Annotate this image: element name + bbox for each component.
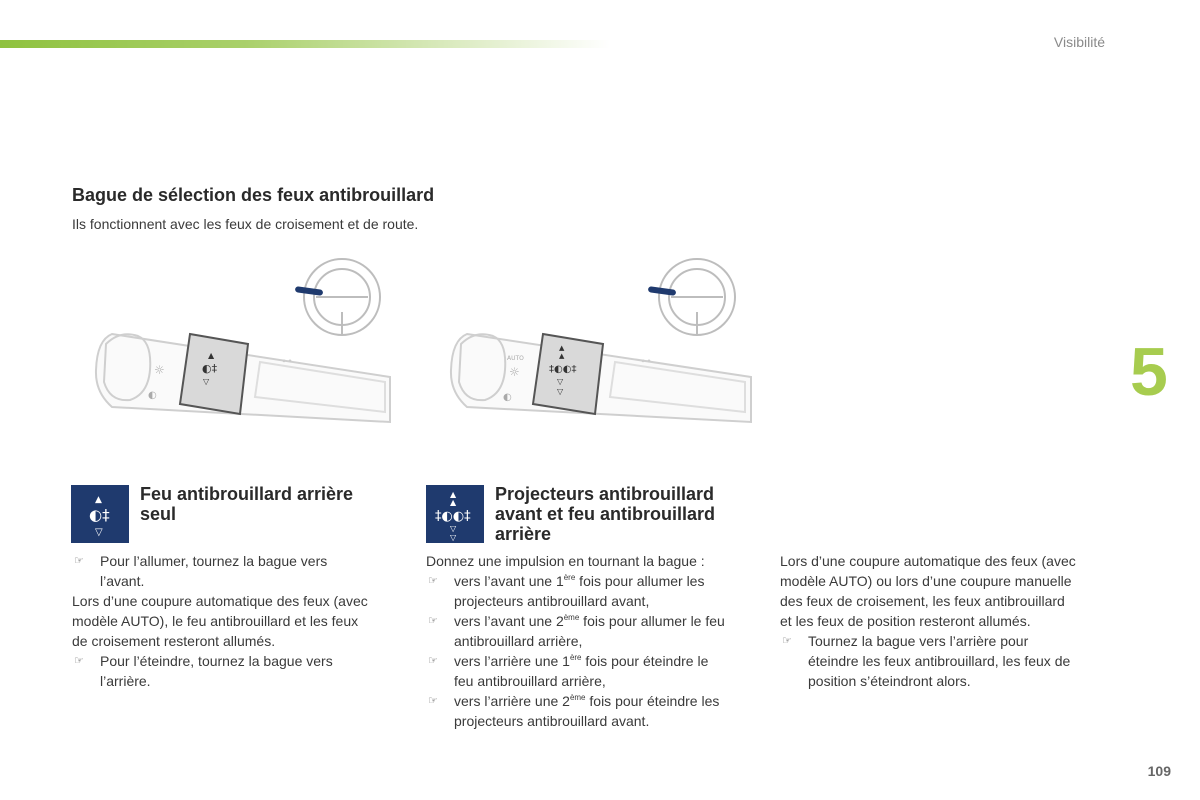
svg-text:▲: ▲ <box>208 351 215 360</box>
front-rear-fog-intro: Donnez une impulsion en tournant la bague : <box>426 553 705 569</box>
svg-text:▲: ▲ <box>559 344 565 352</box>
rear-fog-light-icon <box>71 485 129 543</box>
list-item: ☞ Pour l’éteindre, tournez la bague vers l’arrière. <box>74 653 333 689</box>
list-item: ☞ vers l’avant une 2ème fois pour allumer le feu antibrouillard arrière, <box>428 613 725 649</box>
svg-text:◐‡: ◐‡ <box>89 506 110 524</box>
svg-text:⊶: ⊶ <box>641 356 651 367</box>
stalk-front-rear-fog-drawing <box>445 252 755 427</box>
svg-text:▲: ▲ <box>95 495 102 505</box>
main-title: Bague de sélection des feux antibrouillard <box>72 185 435 205</box>
steering-wheel-icon <box>304 259 380 336</box>
section-label: Visibilité <box>1053 34 1105 50</box>
svg-text:◐‡: ◐‡ <box>202 362 218 375</box>
stalk-illustration-rear-fog <box>90 252 400 427</box>
page-number: 109 <box>1147 763 1171 779</box>
auto-cutoff-paragraph: Lors d’une coupure automatique des feux (avec modèle AUTO) ou lors d’une coupure manuelle des feux de croisement, les feux antibrouillard et les feux de position resteront allumés. <box>780 553 1076 629</box>
svg-text:☼: ☼ <box>509 365 520 379</box>
list-item: ☞ vers l’arrière une 1ère fois pour éteindre le feu antibrouillard arrière, <box>428 653 709 689</box>
list-item: ☞ Pour l’allumer, tournez la bague vers l’avant. <box>74 553 328 589</box>
svg-text:▽: ▽ <box>450 524 457 533</box>
svg-text:◐: ◐ <box>148 390 157 401</box>
stalk-illustration-front-rear-fog <box>445 252 755 427</box>
svg-text:AUTO: AUTO <box>507 355 524 362</box>
list-item: ☞ Tournez la bague vers l’arrière pour éteindre les feux antibrouillard, les feux de position s’éteindront alors. <box>782 633 1071 689</box>
svg-text:‡◐◐‡: ‡◐◐‡ <box>435 509 471 524</box>
svg-text:▲: ▲ <box>559 352 565 360</box>
front-rear-fog-instructions <box>426 551 756 731</box>
rear-fog-instructions <box>72 551 402 691</box>
svg-text:▲: ▲ <box>450 498 457 507</box>
svg-text:▽: ▽ <box>450 533 457 542</box>
auto-cutoff-instructions <box>780 551 1110 691</box>
svg-text:▽: ▽ <box>557 377 564 386</box>
header-accent-bar <box>0 40 610 48</box>
svg-text:☼: ☼ <box>154 363 165 377</box>
stalk-rear-fog-drawing <box>90 252 400 427</box>
front-rear-fog-title: Projecteurs antibrouillard avant et feu antibrouillard arrière <box>495 484 716 544</box>
svg-text:▽: ▽ <box>203 377 210 386</box>
svg-text:▲: ▲ <box>450 490 457 499</box>
svg-text:‡◐◐‡: ‡◐◐‡ <box>549 364 577 375</box>
chapter-number: 5 <box>1130 334 1168 410</box>
svg-text:◐: ◐ <box>503 392 512 403</box>
steering-wheel-icon <box>659 259 735 336</box>
front-and-rear-fog-light-icon <box>426 485 484 543</box>
svg-text:▽: ▽ <box>557 387 564 396</box>
list-item: ☞ vers l’avant une 1ère fois pour allumer les projecteurs antibrouillard avant, <box>428 573 705 609</box>
svg-text:▽: ▽ <box>95 527 103 538</box>
intro-text: Ils fonctionnent avec les feux de croisement et de route. <box>72 216 419 232</box>
rear-fog-title: Feu antibrouillard arrière seul <box>140 484 354 524</box>
svg-text:⊶: ⊶ <box>282 356 292 367</box>
list-item: ☞ vers l’arrière une 2ème fois pour éteindre les projecteurs antibrouillard avant. <box>428 693 720 729</box>
rear-fog-paragraph: Lors d’une coupure automatique des feux (avec modèle AUTO), le feu antibrouillard et les feux de croisement resteront allumés. <box>72 593 368 649</box>
